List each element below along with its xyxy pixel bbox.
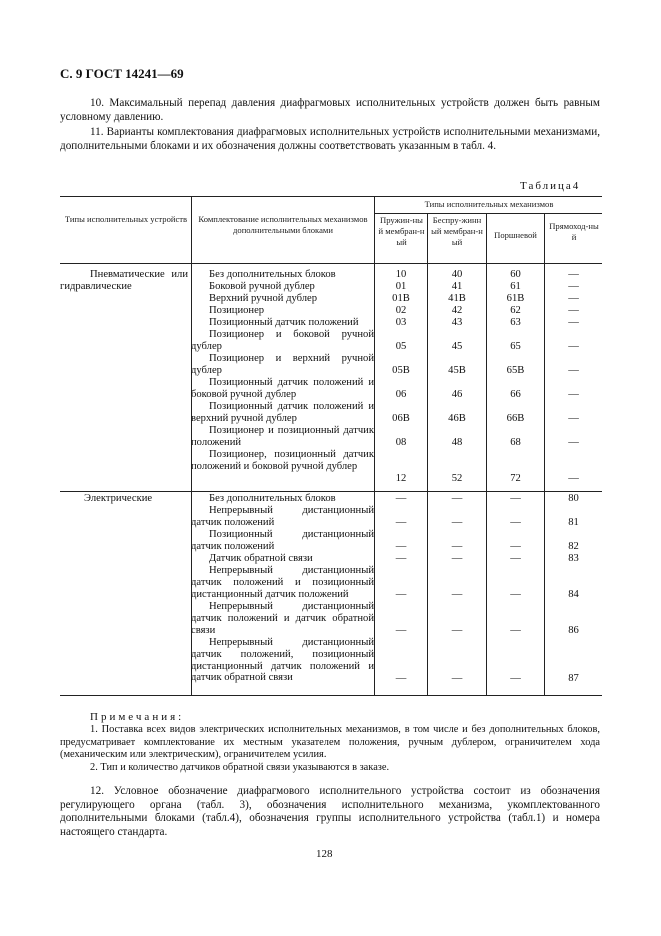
row-desc-g1-r7-text: Позиционер и верхний ручной дублер — [191, 353, 374, 376]
header-piston: Поршневой — [494, 230, 537, 240]
group-label-pneumatic-text: Пневматические или гидравлические — [60, 269, 188, 292]
row-desc-g1-r6-text: Позиционер и боковой ручной дублер — [191, 329, 374, 352]
cell-g1-r8-c2: 46 — [451, 389, 463, 400]
cell-g1-r3-c4: — — [568, 293, 579, 304]
header-spring-membrane: Пружин-ный мембран-ный — [378, 215, 425, 247]
header-configuration: Комплектование исполнительных механизмов дополнительными блоками — [198, 214, 368, 235]
cell-g1-r4-c4: — — [568, 305, 579, 316]
row-desc-g2-r1-text: Без дополнительных блоков — [209, 493, 336, 504]
cell-g1-r3-c3: 61В — [506, 293, 525, 304]
row-desc-g1-r11-text: Позиционер, позиционный датчик положений и боковой ручной дублер — [191, 449, 374, 472]
cell-g1-r7-c2: 45В — [448, 365, 466, 376]
header-springless-membrane: Беспру-жинный мембран-ный — [431, 215, 483, 247]
cell-g1-r2-c4: — — [568, 281, 579, 292]
cell-g1-r7-c3: 65В — [506, 365, 525, 376]
cell-g2-r2-c4: 81 — [568, 517, 579, 528]
cell-g2-r3-c2: — — [451, 541, 463, 552]
cell-g2-r7-c1: — — [395, 673, 407, 684]
row-desc-g1-r1-text: Без дополнительных блоков — [209, 269, 336, 280]
cell-g1-r7-c1: 05В — [392, 365, 410, 376]
page-header: С. 9 ГОСТ 14241—69 — [60, 66, 184, 81]
cell-g1-r11-c2: 52 — [451, 473, 463, 484]
group-header-rule — [374, 213, 602, 214]
row-desc-g1-r5-text: Позиционный датчик положений — [209, 317, 359, 328]
cell-g1-r6-c3: 65 — [510, 341, 521, 352]
cell-g2-r6-c3: — — [510, 625, 521, 636]
table-top-rule — [60, 196, 602, 197]
cell-g1-r4-c2: 42 — [451, 305, 463, 316]
notes-title: Примечания: — [90, 711, 185, 723]
row-desc-g2-r3 — [191, 529, 374, 553]
cell-g1-r1-c3: 60 — [510, 269, 521, 280]
row-desc-g1-r7 — [191, 353, 374, 377]
row-desc-g1-r11 — [191, 449, 374, 473]
cell-g2-r6-c1: — — [395, 625, 407, 636]
paragraph-10 — [60, 97, 600, 124]
row-desc-g1-r3 — [191, 293, 374, 305]
cell-g1-r2-c3: 61 — [510, 281, 521, 292]
row-desc-g1-r6 — [191, 329, 374, 353]
row-desc-g1-r3-text: Верхний ручной дублер — [209, 293, 318, 304]
row-desc-g1-r1 — [191, 269, 374, 281]
cell-g1-r5-c2: 43 — [451, 317, 463, 328]
note-1-text: 1. Поставка всех видов электрических исполнительных механизмов, в том числе и без дополнительных блоков, предусматривает комплектование их местным указателем положения, ручным дублером, ограничителем хода (механическим или электрическим), ограничителем усилия. — [60, 724, 600, 761]
cell-g2-r4-c4: 83 — [568, 553, 579, 564]
cell-g1-r11-c3: 72 — [510, 473, 521, 484]
cell-g1-r8-c4: — — [568, 389, 579, 400]
cell-g2-r5-c4: 84 — [568, 589, 579, 600]
cell-g2-r2-c3: — — [510, 517, 521, 528]
cell-g2-r6-c2: — — [451, 625, 463, 636]
row-desc-g1-r5 — [191, 317, 374, 329]
row-desc-g2-r5 — [191, 565, 374, 600]
cell-g2-r1-c2: — — [451, 493, 463, 504]
row-desc-g1-r2-text: Боковой ручной дублер — [209, 281, 315, 292]
paragraph-12 — [60, 785, 600, 839]
cell-g2-r3-c4: 82 — [568, 541, 579, 552]
cell-g1-r10-c4: — — [568, 437, 579, 448]
row-desc-g2-r6 — [191, 601, 374, 636]
page-number: 128 — [316, 848, 333, 860]
paragraph-11 — [60, 126, 600, 153]
row-desc-g2-r7-text: Непрерывный дистанционный датчик положений, позиционный дистанционный датчик положений и датчик обратной связи — [191, 637, 374, 684]
row-desc-g1-r9 — [191, 401, 374, 425]
cell-g2-r2-c2: — — [451, 517, 463, 528]
group-separator-rule — [60, 491, 602, 492]
cell-g1-r10-c3: 68 — [510, 437, 521, 448]
cell-g2-r2-c1: — — [395, 517, 407, 528]
row-desc-g1-r4 — [191, 305, 374, 317]
cell-g1-r8-c1: 06 — [395, 389, 407, 400]
cell-g1-r11-c4: — — [568, 473, 579, 484]
group-label-pneumatic — [60, 269, 188, 293]
paragraph-10-text: 10. Максимальный перепад давления диафрагмовых исполнительных устройств должен быть равным условному давлению. — [60, 97, 600, 123]
row-desc-g2-r1 — [191, 493, 374, 505]
row-desc-g2-r4-text: Датчик обратной связи — [209, 553, 313, 564]
table-title: Таблица4 — [520, 180, 581, 192]
row-desc-g2-r7 — [191, 637, 374, 684]
paragraph-11-text: 11. Варианты комплектования диафрагмовых исполнительных устройств исполнительными механизмами, дополнительными блоками и их обозначения должны соответствовать указанным в табл. 4. — [60, 126, 600, 152]
cell-g2-r3-c3: — — [510, 541, 521, 552]
row-desc-g1-r8-text: Позиционный датчик положений и боковой ручной дублер — [191, 377, 374, 400]
cell-g1-r2-c2: 41 — [451, 281, 463, 292]
cell-g1-r7-c4: — — [568, 365, 579, 376]
cell-g1-r3-c2: 41В — [448, 293, 466, 304]
cell-g2-r4-c2: — — [451, 553, 463, 564]
cell-g2-r6-c4: 86 — [568, 625, 579, 636]
row-desc-g1-r2 — [191, 281, 374, 293]
cell-g2-r1-c1: — — [395, 493, 407, 504]
table-4 — [60, 196, 602, 696]
header-bottom-rule — [60, 263, 602, 264]
cell-g1-r5-c3: 63 — [510, 317, 521, 328]
cell-g2-r1-c4: 80 — [568, 493, 579, 504]
group-label-electric: Электрические — [84, 493, 153, 504]
row-desc-g2-r2 — [191, 505, 374, 529]
cell-g1-r9-c1: 06В — [392, 413, 410, 424]
cell-g1-r6-c2: 45 — [451, 341, 463, 352]
paragraph-12-text: 12. Условное обозначение диафрагмового исполнительного устройства состоит из обозначения регулирующего органа (табл. 3), обозначения исполнительного механизма, укомплектованного дополнительными блоками (табл.4), обозначения группы исполнительного устройства (табл.1) и номера настоящего стандарта. — [60, 785, 600, 838]
cell-g1-r5-c1: 03 — [395, 317, 407, 328]
row-desc-g1-r8 — [191, 377, 374, 401]
note-2 — [60, 762, 600, 775]
cell-g1-r10-c2: 48 — [451, 437, 463, 448]
cell-g1-r2-c1: 01 — [395, 281, 407, 292]
row-desc-g2-r2-text: Непрерывный дистанционный датчик положений — [191, 505, 374, 528]
row-desc-g1-r10 — [191, 425, 374, 449]
row-desc-g1-r10-text: Позиционер и позиционный датчик положений — [191, 425, 374, 448]
cell-g1-r8-c3: 66 — [510, 389, 521, 400]
header-device-types: Типы исполнительных устройств — [64, 214, 188, 224]
cell-g2-r1-c3: — — [510, 493, 521, 504]
row-desc-g2-r4 — [191, 553, 374, 565]
row-desc-g2-r5-text: Непрерывный дистанционный датчик положений и позиционный дистанционный датчик положений — [191, 565, 374, 600]
note-1 — [60, 724, 600, 762]
row-desc-g1-r9-text: Позиционный датчик положений и верхний ручной дублер — [191, 401, 374, 424]
row-desc-g1-r4-text: Позиционер — [209, 305, 265, 316]
cell-g1-r1-c4: — — [568, 269, 579, 280]
cell-g2-r5-c1: — — [395, 589, 407, 600]
cell-g1-r3-c1: 01В — [392, 293, 410, 304]
cell-g1-r9-c4: — — [568, 413, 579, 424]
cell-g2-r7-c2: — — [451, 673, 463, 684]
cell-g1-r6-c4: — — [568, 341, 579, 352]
cell-g1-r11-c1: 12 — [395, 473, 407, 484]
cell-g2-r7-c4: 87 — [568, 673, 579, 684]
cell-g1-r5-c4: — — [568, 317, 579, 328]
cell-g1-r9-c3: 66В — [506, 413, 525, 424]
cell-g1-r4-c1: 02 — [395, 305, 407, 316]
header-direct-stroke: Прямоход-ный — [549, 221, 599, 242]
row-desc-g2-r3-text: Позиционный дистанционный датчик положений — [191, 529, 374, 552]
note-2-text: 2. Тип и количество датчиков обратной связи указываются в заказе. — [90, 762, 390, 773]
cell-g1-r1-c1: 10 — [395, 269, 407, 280]
header-mechanism-types: Типы исполнительных механизмов — [424, 199, 554, 209]
cell-g1-r10-c1: 08 — [395, 437, 407, 448]
cell-g1-r4-c3: 62 — [510, 305, 521, 316]
cell-g2-r5-c2: — — [451, 589, 463, 600]
cell-g1-r1-c2: 40 — [451, 269, 463, 280]
cell-g2-r3-c1: — — [395, 541, 407, 552]
cell-g2-r5-c3: — — [510, 589, 521, 600]
table-bottom-rule — [60, 695, 602, 696]
row-desc-g2-r6-text: Непрерывный дистанционный датчик положений и датчик обратной связи — [191, 601, 374, 636]
cell-g1-r9-c2: 46В — [448, 413, 466, 424]
cell-g1-r6-c1: 05 — [395, 341, 407, 352]
cell-g2-r7-c3: — — [510, 673, 521, 684]
cell-g2-r4-c3: — — [510, 553, 521, 564]
cell-g2-r4-c1: — — [395, 553, 407, 564]
